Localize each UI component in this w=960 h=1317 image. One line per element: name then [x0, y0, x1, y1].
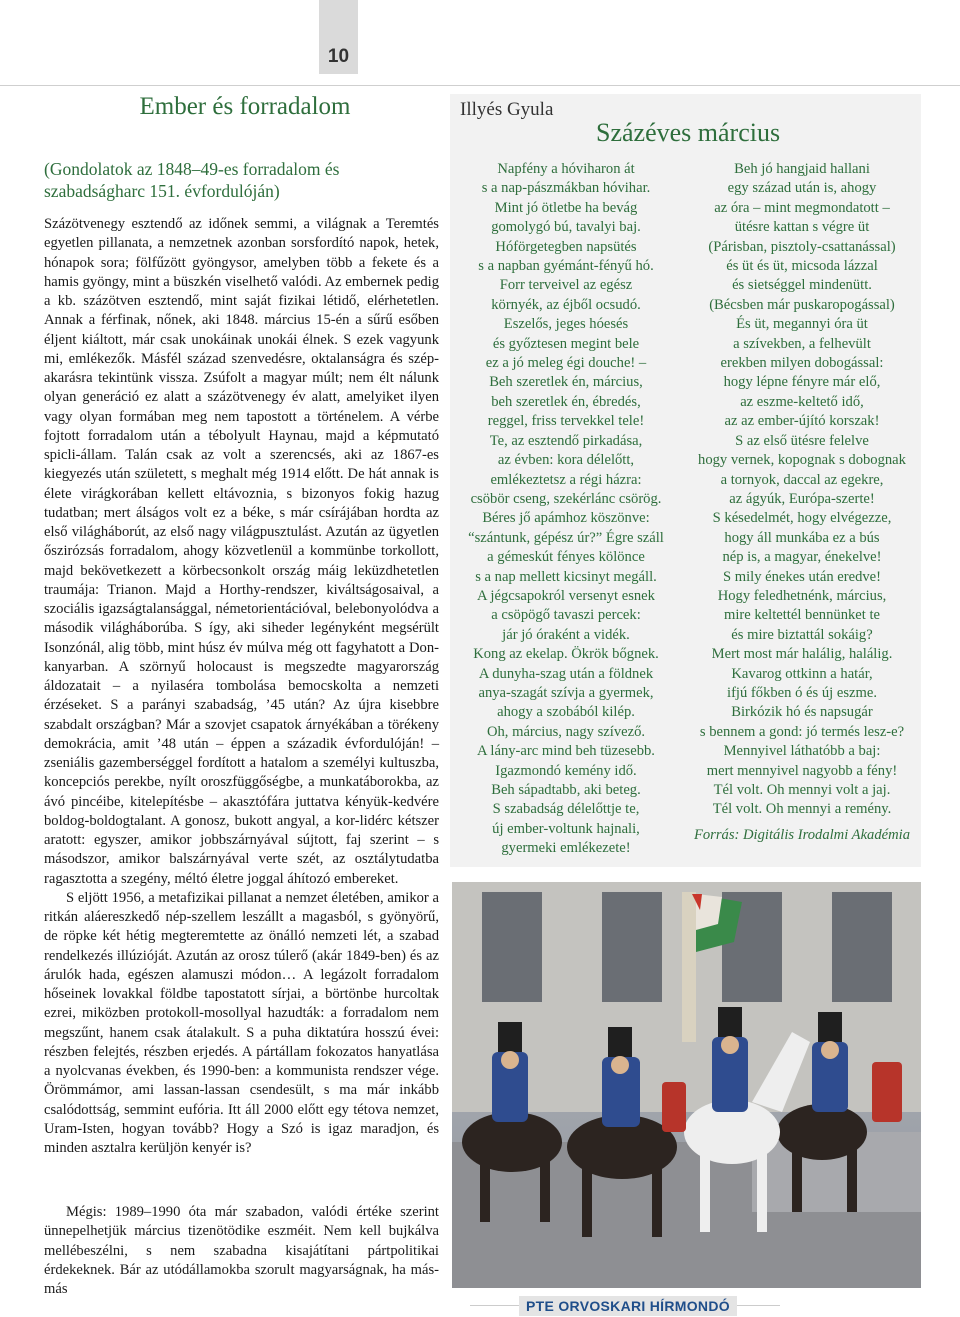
article-paragraph: S eljött 1956, a metafizikai pillanat a nemzet életében, amikor a ritkán aláereszkedő nép-szellem leszállt a magasból, s gyönyörű, de röpke két hétig megteremtette az önálló nemzeti lét, a szabad rendelkezés illúzióját. Azután az orosz túlerő (akár 1849-ben) és az árulók hada, egészen alamuszi módon… A legázolt forradalom hőseinek lovakkal földbe tapostatott sírjai, a börtönbe hurcoltak ezrei, miközben protokoll-mosollyal hazudták: a forradalom nem megszűnt, hanem csak átalakult. S a puha diktatúra hosszú évei: részben felejtés, részben erjedés. A pártállam fokozatos hanyatlása a nyolcvanas években, és 1990-ben: a kommunista rendszer vége. Örömmámor, ami lassan-lassan csendesült, s ma már inkább csalódottság, semmint eufória. Itt áll 2000 előtt egy tétova nemzet, Uram-Isten, hogyan tovább? Hogy a Szó is igaz maradjon, és minden asztalra kerüljön kenyér is? [44, 889, 439, 1156]
poem-line: És üt, megannyi óra üt [736, 316, 868, 333]
poem-line: az az ember-újító korszak! [724, 413, 880, 430]
poem-line: S az első ütésre felelve [735, 432, 869, 449]
poem-line: “szántunk, gépész úr?” Égre száll [468, 529, 664, 546]
poem-line: Oh, március, nagy szívező. [486, 723, 646, 740]
poem-line: anya-szagát szívja a gyermek, [478, 684, 654, 701]
page-number: 10 [327, 46, 350, 67]
poem-line: Hogy feledhetnénk, március, [717, 587, 887, 604]
poem-line: ütésre kattan s végre üt [734, 219, 870, 236]
poem-line: a tornyok, daccal az egekre, [720, 471, 884, 488]
poem-line: (Párisban, pisztoly-csattanással) [708, 238, 896, 255]
poem-line: gomolygó bú, tavalyi baj. [491, 219, 641, 236]
poem-line: jár jó óraként a vidék. [502, 626, 630, 643]
poem-line: hogy áll munkába ez a bús [724, 529, 880, 546]
poem-line: Birkózik hó és napsugár [731, 704, 873, 721]
poem-column-left [455, 160, 677, 859]
poem-line: ifjú főkben ó és új eszme. [727, 684, 877, 701]
article-paragraph: Mégis: 1989–1990 óta már szabadon, valódi értéke szerint ünnepelhetjük március tizenötödike eszméit. Nem kell bujkálva mellébeszélni, s nem szabadna kisajátítani pártpolitikai érdekeknek. Bár az utódállamokba szorult magyarságnak, ha más-más [44, 1204, 439, 1297]
poem-line: beh szeretlek én, ébredés, [491, 393, 641, 410]
article-subtitle: (Gondolatok az 1848–49-es forradalom és szabadságharc 151. évfordulóján) [44, 159, 340, 201]
poem-line: hogy lépne fényre már elő, [723, 374, 881, 391]
poem-line: Eszelős, jeges hóesés [503, 316, 629, 333]
poem-line: Te, az esztendő pirkadása, [489, 432, 643, 449]
poem-line: Forr terveivel az egész [499, 277, 633, 294]
poem-line: az eszme-keltető idő, [740, 393, 864, 410]
hussar-parade-photo [452, 882, 921, 1288]
poem-line: reggel, friss tervekkel tele! [487, 413, 645, 430]
poem-line: környék, az éjből ocsudó. [491, 296, 641, 313]
poem-line: a gémeskút fényes kölönce [487, 549, 645, 566]
poem-line: nép is, a magyar, énekelve! [722, 549, 882, 566]
poem-line: mire keltettél bennünket te [723, 607, 880, 624]
poem-line: S késedelmét, hogy elvégezze, [712, 510, 892, 527]
poem-column-right [686, 160, 918, 845]
poem-line: A jégcsapokról versenyt esnek [477, 587, 655, 604]
poem-line: ahogy a szobából kilép. [497, 704, 635, 721]
poem-line: S szabadság délelőttje te, [492, 801, 640, 818]
poem-line: A lány-arc mind beh tüzesebb. [477, 743, 655, 760]
poem-line: A dunyha-szag után a földnek [478, 665, 654, 682]
poem-line: Béres jő apámhoz köszönve: [482, 510, 650, 527]
poem-author: Illyés Gyula [460, 99, 554, 120]
poem-line: Kavarog ottkinn a határ, [731, 665, 873, 682]
poem-line: az óra – mint megmondatott – [714, 199, 890, 216]
poem-line: S mily énekes után eredve! [722, 568, 882, 585]
poem-line: Mennyivel láthatóbb a baj: [723, 743, 881, 760]
poem-line: egy század után is, ahogy [727, 180, 877, 197]
poem-line: és üt és üt, micsoda lázzal [726, 258, 878, 275]
poem-line: mert mennyivel nagyobb a fény! [706, 762, 898, 779]
poem-line: Igazmondó kemény idő. [495, 762, 637, 779]
page-number-tab [319, 0, 358, 74]
poem-line: Napfény a hóviharon át [497, 161, 635, 177]
poem-line: Beh sápadtabb, aki beteg. [491, 782, 641, 798]
poem-line: csöbör cseng, szekérlánc csörög. [470, 490, 662, 507]
poem-line: Tél volt. Oh mennyi volt a jaj. [713, 782, 891, 798]
poem-title: Százéves március [596, 118, 781, 147]
poem-line: új ember-voltunk hajnali, [492, 820, 640, 837]
poem-line: gyermeki emlékezete! [501, 840, 631, 857]
poem-line: s a napban gyémánt-fényű hó. [478, 258, 654, 275]
poem-line: az ágyúk, Európa-szerte! [729, 490, 875, 507]
poem-line: hogy vernek, kopognak s dobognak [698, 452, 906, 469]
poem-line: a csöpögő tavaszi percek: [491, 607, 641, 624]
poem-line: erekben milyen dobogással: [720, 355, 884, 372]
poem-line: Mint jó ötletbe ha bevág [494, 199, 638, 216]
poem-line: Mert most már halálig, halálig. [711, 646, 893, 663]
poem-line: Tél volt. Oh mennyi a remény. [712, 801, 892, 818]
poem-source: Forrás: Digitális Irodalmi Akadémia [693, 826, 911, 843]
poem-line: Hóförgetegben napsütés [495, 238, 637, 255]
poem-line: Beh jó hangjaid hallani [734, 161, 870, 177]
poem-line: s bennem a gond: jó termés lesz-e? [699, 723, 905, 740]
poem-line: a szívekben, a felhevült [733, 335, 871, 352]
photo-illustration [452, 882, 921, 1288]
poem-line: (Bécsben már puskaropogással) [709, 296, 895, 313]
article-paragraph: Százötvenegy esztendő az időnek semmi, a világnak a Teremtés egyetlen pillanata, a nemzetnek azonban sorsfordító napok, hetek, hónapok sora; fölfűzött gyöngysor, amelyben több a fekete és a hamis gyöngy, mint a büszkén viselhető valódi. Az embernek pedig a kb. százötven esztendő, mint saját fizikai létidő, elérhetetlen. Annak a férfinak, nőnek, aki 1848. március 15-én a sűrű esőben éljent kiáltott, már csak unokáinak unokái élnek. S ezek vagyunk mi, emlékezők. Másfél század szenvedésre, oktalanságra és szép-akarásra tekintünk vissza. Zsúfolt a magyar múlt; nem élt nálunk olyan generáció ez alatt a százötvenegy év alatt, amelyiket ilyen vagy olyan formában meg nem tapostott a történelem. A vérbe fojtott forradalom után a tébolyult Haynau, majd a képmutató spicli-állam. Talán csak az volt a szerencsés, aki az 1867-es kiegyezés után született, s meghalt még 1914 előtt. De hát annak is élete virágkorában kellett eltávoznia, s bizonyos fokig hazug tudatban; mert álságos volt ez a béke, s már csírájában hordta az első világháborút, az első nagy világpusztulást. Azután az ügyetlen őszirózsás forradalom, ahogy közvetlenül a kommünbe torkollott, majd bekövetkezett a körbecsonkolt ország máig leküzdhetetlen traumája: Trianon. Majd a Horthy-rendszer, kiváltságosaival, a szociális igazságtalansággal, németorientációval, belebonyolódva a második világháborúba. S így, aki siheder legényként megsérült Isonzónál, alig több, mint húsz év múlva még ott fagyhatott a Don-kanyarban. A szörnyű holocaust is megszedte magyarország áldozatait – a nyilaséra tombolása bemocskolta a nemzeti érzéseket. S a parányi szabadság, ’45 után? Az újra kisebbre szabdalt országban? Már a szovjet csapatok árnyékában a törékeny demokrácia, amit ’48 után – éppen a századik évfordulóján! – zseniális gazemberséggel fordított a hatalom a személyi kultuszba, koncepciós perekbe, nyílt oroszfüggőségbe, a munkatáborokba, az ávó pincéibe, kitelepítésbe – akasztófára juttatva kényük-kedvére boldog-boldogtalant. A gonosz, bukott angyal, a kor-lidérc kétszer aratott: egyszer, amikor jobbszárnyával sújtott, faj szerint – s másodszor, amikor balszárnyával verte szét, az osztálytudatba ragasztotta a szegény, méltó életre joggal áhítozó embereket. [44, 216, 439, 887]
poem-line: Beh szeretlek én, március, [489, 374, 643, 391]
poem-line: és sietséggel mindenütt. [732, 277, 872, 294]
poem-line: emlékeztetsz a régi házra: [490, 471, 642, 488]
poem-line: Kong az ekelap. Ökrök bőgnek. [473, 646, 659, 663]
poem-line: s a nap mellett kicsinyt megáll. [475, 568, 657, 585]
poem-line: ez a jó meleg égi douche! – [485, 355, 647, 372]
publication-footer: PTE ORVOSKARI HÍRMONDÓ [519, 1296, 737, 1316]
poem-line: s a nap-pászmákban hóvihar. [481, 180, 651, 197]
header-rule [0, 85, 960, 86]
article-body [44, 215, 439, 1158]
poem-line: az évben: kora délelőtt, [497, 452, 635, 469]
article-title: Ember és forradalom [139, 93, 351, 120]
poem-line: és győztesen megint bele [492, 335, 640, 352]
poem-line: és mire biztattál sokáig? [731, 626, 873, 643]
